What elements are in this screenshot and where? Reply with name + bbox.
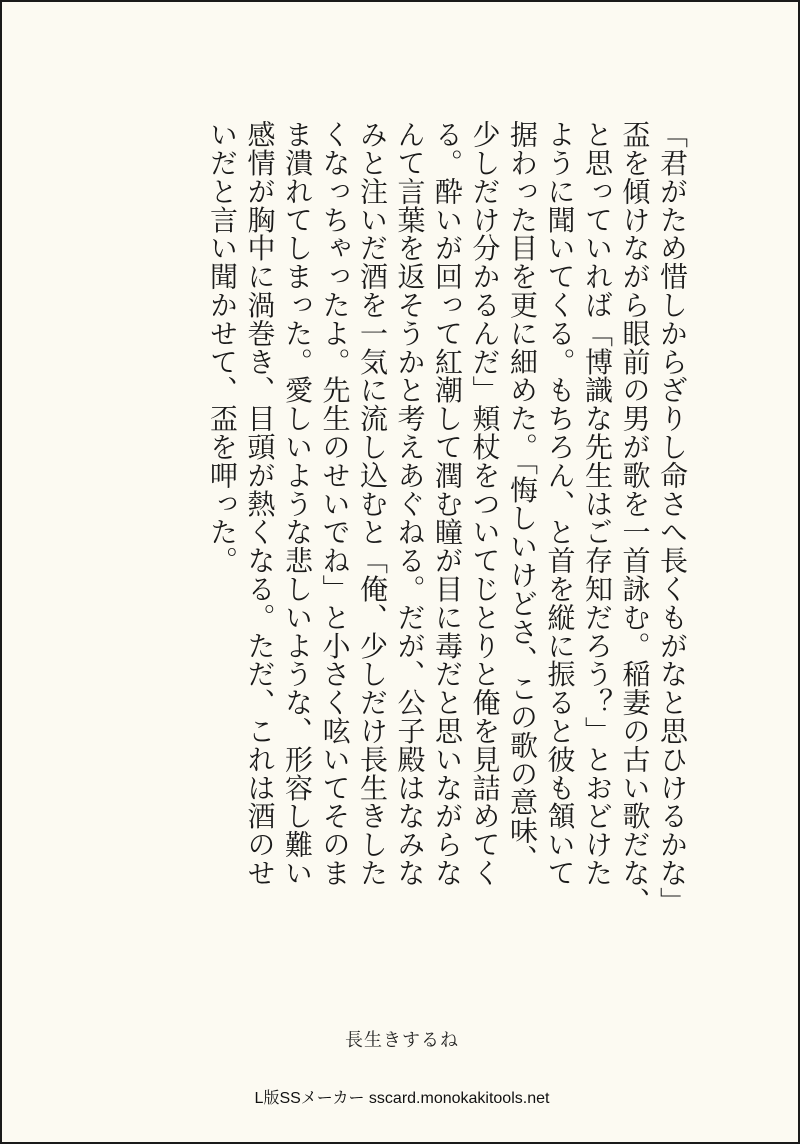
story-text: 「君がため惜しからざりし命さへ長くもがなと思ひけるかな」 盃を傾けながら眼前の男が歌を一首詠む。稲妻の古い歌だな、 と思っていれば「博識な先生はご存知だろう？」とおどけた ように聞いてくる。もちろん、と首を縦に振ると彼も頷いて 据わった目を更に細めた。「悔しいけどさ、この歌の意味、 少しだけ分かるんだ」頬杖をついてじとりと俺を見詰めてく る。酔いが回って紅潮して潤む瞳が目に毒だと思いながらな んて言葉を返そうかと考えあぐねる。だが、公子殿はなみな みと注いだ酒を一気に流し込むと「俺、少しだけ長生きした くなっちゃったよ。先生のせいでね」と小さく呟いてそのま ま潰れてしまった。愛しいような悲しいような、形容し難い 感情が胸中に渦巻き、目頭が熱くなる。ただ、これは酒のせ いだと言い聞かせて、盃を呷った。 [206, 120, 689, 916]
story-title: 長生きするね [345, 1030, 459, 1051]
generator-credit: L版SSメーカー sscard.monokakitools.net [254, 1090, 550, 1107]
